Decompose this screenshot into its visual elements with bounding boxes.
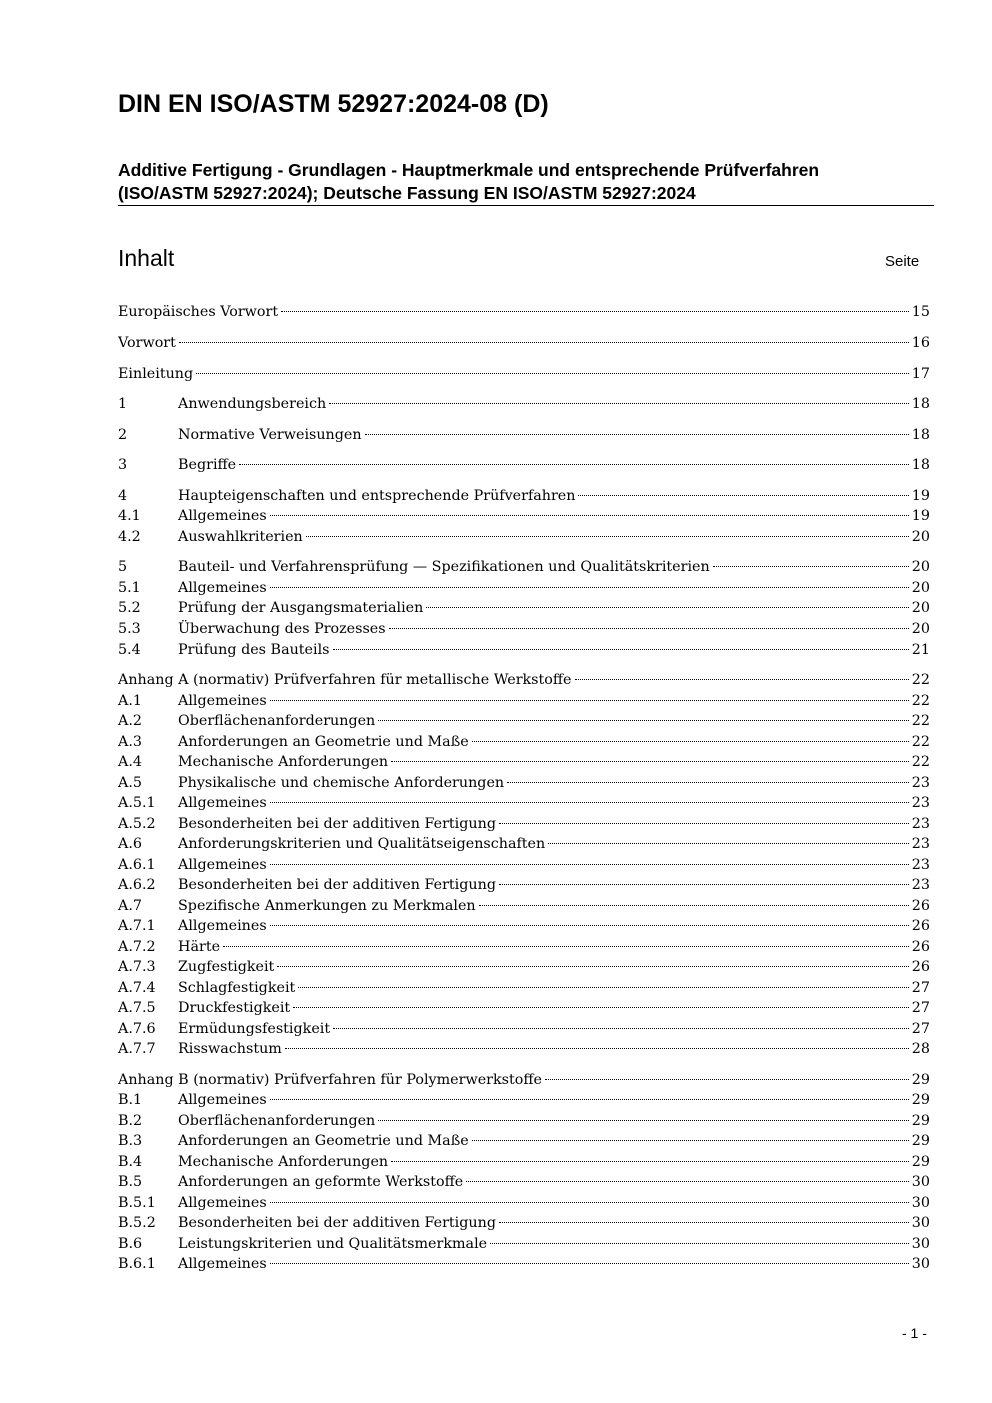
toc-entry-leader [270,515,909,516]
toc-entry-number: A.7.7 [118,1041,156,1057]
toc-entry-title: Vorwort [118,335,176,351]
toc-entry-page: 26 [911,959,930,975]
toc-entry-page: 29 [911,1113,930,1129]
toc-entry[interactable] [118,425,930,445]
toc-entry-title: Physikalische und chemische Anforderungen [178,775,505,791]
toc-entry-title: Europäisches Vorwort [118,304,279,320]
toc-entry-leader [389,628,909,629]
toc-entry-number: A.5.2 [118,816,156,832]
toc-entry[interactable] [118,1172,930,1192]
toc-entry-number: A.7.4 [118,980,156,996]
toc-entry-title: Oberflächenanforderungen [178,713,376,729]
toc-entry-page: 18 [911,427,930,443]
toc-entry-leader [548,843,909,844]
toc-entry[interactable] [118,793,930,813]
toc-entry-page: 23 [911,857,930,873]
toc-entry-page: 20 [911,580,930,596]
toc-entry[interactable] [118,486,930,506]
toc-entry-title: Auswahlkriterien [178,529,303,545]
toc-entry-page: 27 [911,1000,930,1016]
toc-entry[interactable] [118,998,930,1018]
toc-entry[interactable] [118,834,930,854]
toc-entry-leader [270,1263,909,1264]
toc-entry[interactable] [118,1213,930,1233]
toc-entry-page: 30 [911,1256,930,1272]
toc-entry-leader [545,1079,909,1080]
toc-entry-leader [223,946,909,947]
toc-entry-leader [507,782,909,783]
toc-entry-page: 23 [911,816,930,832]
toc-entry-title: Prüfung des Bauteils [178,642,330,658]
toc-entry[interactable] [118,394,930,414]
toc-entry-number: A.7.3 [118,959,156,975]
toc-entry-page: 27 [911,980,930,996]
toc-entry-page: 18 [911,396,930,412]
toc-entry-number: A.3 [118,734,142,750]
toc-entry[interactable] [118,814,930,834]
toc-entry-title: Schlagfestigkeit [178,980,296,996]
toc-entry[interactable] [118,855,930,875]
toc-entry-leader [270,925,909,926]
toc-entry-page: 29 [911,1072,930,1088]
toc-entry-number: B.3 [118,1133,143,1149]
toc-entry-leader [333,1028,909,1029]
toc-entry-number: A.7.5 [118,1000,156,1016]
toc-entry-page: 22 [911,713,930,729]
toc-entry-number: B.2 [118,1113,143,1129]
toc-entry-title: Zugfestigkeit [178,959,275,975]
toc-entry-number: 5.2 [118,600,141,616]
toc-entry[interactable] [118,1111,930,1131]
toc-entry-page: 23 [911,836,930,852]
toc-entry-number: 5 [118,559,128,575]
toc-entry-leader [499,1222,909,1223]
toc-entry[interactable] [118,1019,930,1039]
toc-entry-page: 16 [911,335,930,351]
toc-entry-page: 30 [911,1215,930,1231]
toc-entry-title: Normative Verweisungen [178,427,362,443]
toc-entry-title: Bauteil- und Verfahrensprüfung — Spezifikationen und Qualitätskriterien [178,559,710,575]
toc-entry-leader [333,649,909,650]
toc-entry[interactable] [118,957,930,977]
toc-entry-page: 23 [911,775,930,791]
toc-entry[interactable] [118,455,930,475]
toc-entry-leader [285,1048,909,1049]
toc-entry-page: 20 [911,600,930,616]
toc-entry-number: B.6 [118,1236,143,1252]
toc-entry-page: 20 [911,559,930,575]
toc-entry-leader [472,1140,909,1141]
toc-entry-page: 15 [911,304,930,320]
toc-entry-number: A.4 [118,754,142,770]
toc-entry-title: Einleitung [118,366,194,382]
toc-entry-leader [270,700,909,701]
toc-entry-number: 2 [118,427,128,443]
toc-entry-title: Härte [178,939,221,955]
toc-entry-title: Haupteigenschaften und entsprechende Prüfverfahren [178,488,576,504]
subtitle-line-2: (ISO/ASTM 52927:2024); Deutsche Fassung EN ISO/ASTM 52927:2024 [118,183,696,203]
toc-entry-number: 5.4 [118,642,141,658]
toc-entry[interactable] [118,752,930,772]
toc-entry-number: 5.3 [118,621,141,637]
toc-entry-title: Leistungskriterien und Qualitätsmerkmale [178,1236,488,1252]
toc-entry-number: A.7.2 [118,939,156,955]
toc-entry-title: Allgemeines [178,580,267,596]
toc-entry[interactable] [118,1070,930,1090]
toc-entry-page: 20 [911,529,930,545]
toc-entry-number: 5.1 [118,580,141,596]
toc-entry-number: 4.1 [118,508,141,524]
toc-entry-page: 27 [911,1021,930,1037]
toc-entry[interactable] [118,773,930,793]
toc-entry-title: Allgemeines [178,508,267,524]
toc-entry-title: Anwendungsbereich [178,396,327,412]
toc-entry[interactable] [118,711,930,731]
toc-entry-leader [472,741,909,742]
toc-entry-leader [293,1007,909,1008]
toc-entry-page: 20 [911,621,930,637]
toc-entry-leader [391,1161,909,1162]
toc-entry-number: A.5 [118,775,142,791]
toc-entry-leader [466,1181,909,1182]
toc-entry-leader [306,536,909,537]
toc-entry-number: 4.2 [118,529,141,545]
toc-entry-number: B.5.2 [118,1215,156,1231]
toc-entry-number: A.2 [118,713,142,729]
toc-entry-leader [270,864,909,865]
toc-entry-leader [378,1120,909,1121]
toc-entry-number: A.7.6 [118,1021,156,1037]
toc-page-column-label: Seite [885,253,920,270]
toc-entry[interactable] [118,640,930,660]
toc-entry[interactable] [118,1039,930,1059]
toc-entry-page: 29 [911,1092,930,1108]
toc-entry-page: 29 [911,1154,930,1170]
toc-entry-number: A.6 [118,836,142,852]
document-title: DIN EN ISO/ASTM 52927:2024-08 (D) [118,90,549,118]
toc-entry[interactable] [118,364,930,384]
toc-entry[interactable] [118,1152,930,1172]
toc-entry-page: 22 [911,672,930,688]
toc-entry[interactable] [118,557,930,577]
page-number: - 1 - [902,1325,927,1341]
toc-entry[interactable] [118,1131,930,1151]
toc-entry-leader [578,495,908,496]
toc-entry-title: Anforderungen an Geometrie und Maße [178,734,469,750]
toc-entry-leader [270,587,909,588]
toc-entry-title: Allgemeines [178,693,267,709]
toc-entry[interactable] [118,875,930,895]
toc-entry-title: Mechanische Anforderungen [178,1154,389,1170]
toc-entry-page: 30 [911,1174,930,1190]
toc-entry-title: Besonderheiten bei der additiven Fertigung [178,877,496,893]
toc-entry-page: 18 [911,457,930,473]
toc-entry-number: 4 [118,488,128,504]
toc-entry-number: A.7.1 [118,918,156,934]
toc-entry[interactable] [118,978,930,998]
toc-entry-page: 28 [911,1041,930,1057]
toc-entry[interactable] [118,1090,930,1110]
toc-entry-title: Risswachstum [178,1041,282,1057]
toc-entry[interactable] [118,1234,930,1254]
toc-entry-leader [426,607,908,608]
toc-entry-leader [298,987,909,988]
toc-entry-leader [196,373,909,374]
toc-entry-leader [575,679,909,680]
toc-entry[interactable] [118,1254,930,1274]
toc-entry-page: 29 [911,1133,930,1149]
toc-entry[interactable] [118,732,930,752]
toc-entry-leader [270,1202,909,1203]
toc-entry-title: Mechanische Anforderungen [178,754,389,770]
toc-entry-title: Druckfestigkeit [178,1000,291,1016]
toc-entry-leader [490,1243,909,1244]
toc-entry-leader [499,823,909,824]
toc-entry-leader [277,966,909,967]
toc-entry-title: Anforderungen an geformte Werkstoffe [178,1174,464,1190]
toc-entry-leader [499,884,909,885]
toc-entry[interactable] [118,506,930,526]
toc-entry-leader [713,566,909,567]
toc-entry[interactable] [118,916,930,936]
toc-entry-page: 30 [911,1195,930,1211]
toc-entry-page: 19 [911,508,930,524]
toc-entry-number: A.7 [118,898,142,914]
toc-entry-page: 26 [911,898,930,914]
toc-entry-title: Anhang A (normativ) Prüfverfahren für metallische Werkstoffe [118,672,572,688]
toc-entry-leader [270,1099,909,1100]
toc-entry-number: B.5 [118,1174,143,1190]
toc-entry-title: Begriffe [178,457,237,473]
toc-entry-page: 23 [911,795,930,811]
toc-entry-leader [239,464,909,465]
toc-entry-page: 30 [911,1236,930,1252]
toc-entry-leader [391,761,909,762]
toc-entry-leader [479,905,909,906]
toc-entry[interactable] [118,1193,930,1213]
subtitle-line-1: Additive Fertigung - Grundlagen - Hauptmerkmale und entsprechende Prüfverfahren [118,160,820,180]
toc-entry-page: 21 [911,642,930,658]
toc-entry-number: B.5.1 [118,1195,156,1211]
toc-entry-title: Prüfung der Ausgangsmaterialien [178,600,424,616]
toc-entry-title: Ermüdungsfestigkeit [178,1021,331,1037]
toc-entry-page: 22 [911,754,930,770]
toc-entry-title: Überwachung des Prozesses [178,621,386,637]
toc-entry[interactable] [118,670,930,690]
toc-entry-leader [378,720,909,721]
toc-entry-number: B.6.1 [118,1256,156,1272]
toc-entry-leader [281,311,909,312]
toc-entry[interactable] [118,527,930,547]
toc-entry-title: Allgemeines [178,1256,267,1272]
toc-entry-title: Allgemeines [178,857,267,873]
toc-entry[interactable] [118,691,930,711]
toc-heading: Inhalt [118,245,175,271]
toc-entry-page: 23 [911,877,930,893]
toc-entry-title: Anforderungskriterien und Qualitätseigenschaften [178,836,546,852]
toc-entry-number: B.4 [118,1154,143,1170]
toc-entry[interactable] [118,333,930,353]
toc-entry-number: 1 [118,396,128,412]
toc-entry[interactable] [118,302,930,322]
toc-entry-title: Besonderheiten bei der additiven Fertigung [178,1215,496,1231]
toc-entry-title: Allgemeines [178,1092,267,1108]
toc-entry-number: B.1 [118,1092,143,1108]
toc-entry-page: 22 [911,734,930,750]
toc-entry-number: A.5.1 [118,795,156,811]
toc-entry-title: Besonderheiten bei der additiven Fertigung [178,816,496,832]
toc-entry-title: Anforderungen an Geometrie und Maße [178,1133,469,1149]
toc-entry-title: Oberflächenanforderungen [178,1113,376,1129]
toc-entry-title: Allgemeines [178,918,267,934]
toc-entry[interactable] [118,578,930,598]
toc-entry-title: Allgemeines [178,1195,267,1211]
toc-entry-number: A.6.2 [118,877,156,893]
toc-entry[interactable] [118,937,930,957]
toc-entry-number: A.1 [118,693,142,709]
toc-entry[interactable] [118,619,930,639]
toc-entry-page: 26 [911,939,930,955]
toc-entry-number: A.6.1 [118,857,156,873]
toc-entry-page: 19 [911,488,930,504]
toc-entry-title: Allgemeines [178,795,267,811]
toc-entry-page: 26 [911,918,930,934]
toc-entry-page: 22 [911,693,930,709]
toc-entry-title: Anhang B (normativ) Prüfverfahren für Polymerwerkstoffe [118,1072,542,1088]
toc-entry-leader [270,802,909,803]
toc-entry-leader [329,403,909,404]
toc-entry-number: 3 [118,457,128,473]
toc-entry[interactable] [118,598,930,618]
toc-entry-leader [365,434,909,435]
toc-entry[interactable] [118,896,930,916]
toc-entry-leader [179,342,909,343]
document-subtitle [118,159,934,205]
title-divider [118,205,934,206]
toc-entry-title: Spezifische Anmerkungen zu Merkmalen [178,898,476,914]
toc-entry-page: 17 [911,366,930,382]
